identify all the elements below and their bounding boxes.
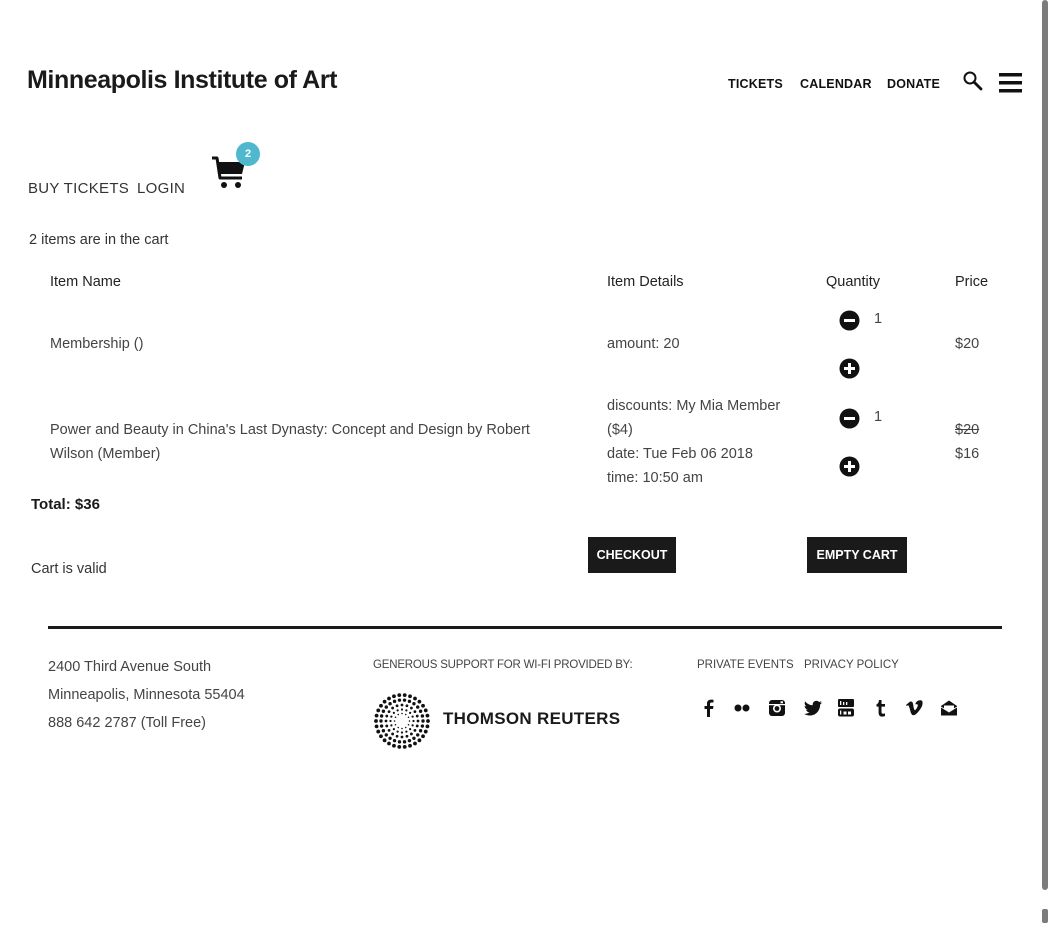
address-phone[interactable]: 888 642 2787 (Toll Free) bbox=[48, 715, 206, 731]
checkout-button[interactable]: CHECKOUT bbox=[588, 537, 676, 573]
nav-tickets[interactable]: TICKETS bbox=[728, 77, 783, 91]
decrease-quantity-button[interactable] bbox=[839, 310, 860, 331]
item-original-price: $20 bbox=[955, 422, 980, 438]
scrollbar-thumb[interactable] bbox=[1042, 0, 1048, 890]
hamburger-menu-icon[interactable] bbox=[999, 72, 1023, 94]
nav-calendar[interactable]: CALENDAR bbox=[800, 77, 872, 91]
quantity-value: 1 bbox=[874, 409, 883, 425]
item-detail: amount: 20 bbox=[607, 336, 680, 352]
privacy-policy-link[interactable]: PRIVACY POLICY bbox=[804, 659, 899, 671]
facebook-icon[interactable] bbox=[698, 697, 720, 719]
youtube-icon[interactable] bbox=[835, 697, 857, 719]
flickr-icon[interactable] bbox=[731, 697, 753, 719]
wifi-support-text: GENEROUS SUPPORT FOR WI-FI PROVIDED BY: bbox=[373, 659, 633, 671]
increase-quantity-button[interactable] bbox=[839, 358, 860, 379]
item-price: $16 bbox=[955, 446, 980, 462]
col-price: Price bbox=[955, 274, 989, 290]
address-street: 2400 Third Avenue South bbox=[48, 659, 212, 675]
cart-status: Cart is valid bbox=[31, 561, 107, 577]
search-icon[interactable] bbox=[962, 70, 984, 92]
cart-summary: 2 items are in the cart bbox=[29, 232, 169, 248]
site-title[interactable]: Minneapolis Institute of Art bbox=[27, 66, 338, 94]
address-city: Minneapolis, Minnesota 55404 bbox=[48, 687, 245, 703]
item-name: Power and Beauty in China's Last Dynasty: Concept and Design by Robert Wilson (Member) bbox=[50, 422, 530, 462]
cart-total: Total: $36 bbox=[31, 496, 100, 513]
col-item-details: Item Details bbox=[607, 274, 684, 290]
tumblr-icon[interactable] bbox=[869, 697, 891, 719]
instagram-icon[interactable] bbox=[766, 697, 788, 719]
footer-divider bbox=[48, 626, 1002, 629]
item-detail-discount: discounts: My Mia Member ($4) bbox=[607, 398, 781, 438]
item-name: Membership () bbox=[50, 336, 144, 352]
footer-address bbox=[48, 653, 245, 737]
item-detail-time: time: 10:50 am bbox=[607, 470, 703, 486]
nav-donate[interactable]: DONATE bbox=[887, 77, 941, 91]
login-link[interactable]: LOGIN bbox=[137, 180, 186, 197]
quantity-value: 1 bbox=[874, 311, 883, 327]
email-icon[interactable] bbox=[938, 697, 960, 719]
cart-count-badge: 2 bbox=[236, 142, 260, 166]
col-quantity: Quantity bbox=[826, 274, 880, 290]
private-events-link[interactable]: PRIVATE EVENTS bbox=[697, 659, 794, 671]
col-item-name: Item Name bbox=[50, 274, 121, 290]
empty-cart-button[interactable]: EMPTY CART bbox=[807, 537, 907, 573]
twitter-icon[interactable] bbox=[802, 697, 824, 719]
item-price: $20 bbox=[955, 336, 980, 352]
thomson-reuters-logo-icon bbox=[372, 692, 432, 750]
scrollbar-down-handle[interactable] bbox=[1042, 909, 1048, 923]
item-detail-date: date: Tue Feb 06 2018 bbox=[607, 446, 753, 462]
decrease-quantity-button[interactable] bbox=[839, 408, 860, 429]
sponsor-name: THOMSON REUTERS bbox=[443, 709, 621, 728]
increase-quantity-button[interactable] bbox=[839, 456, 860, 477]
vimeo-icon[interactable] bbox=[903, 697, 925, 719]
buy-tickets-link[interactable]: BUY TICKETS bbox=[28, 180, 130, 197]
